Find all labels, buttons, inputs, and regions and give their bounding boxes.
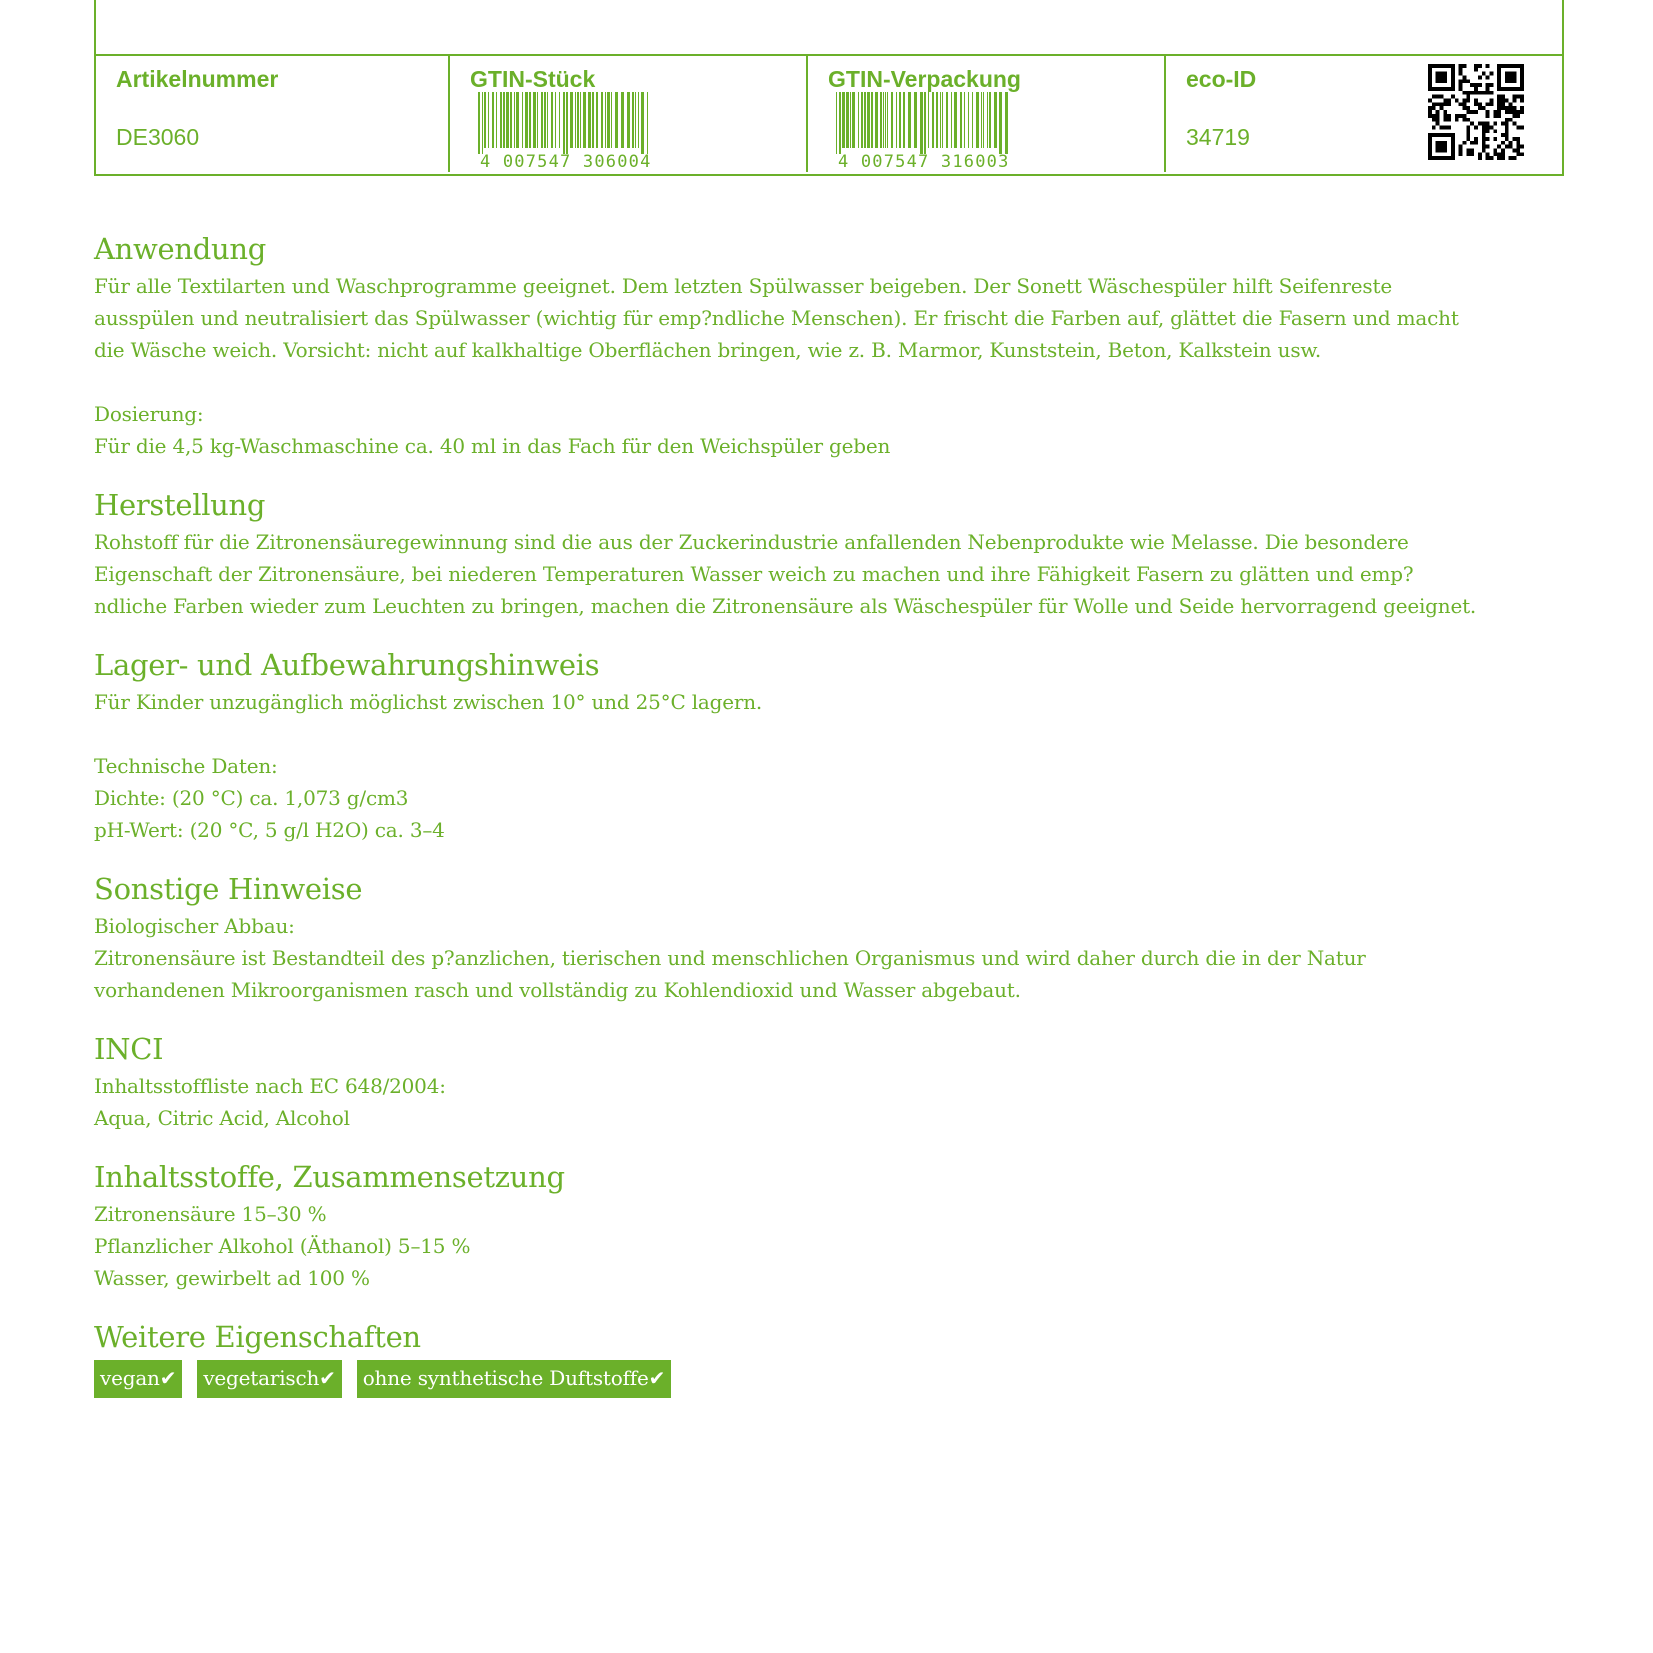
barcode-bar xyxy=(924,92,926,154)
barcode-bar xyxy=(601,92,603,148)
text-line: Rohstoff für die Zitronensäuregewinnung sind die aus der Zuckerindustrie anfallenden Nebenprodukte wie Melasse. Die besondere xyxy=(94,530,1409,554)
barcode-bar xyxy=(541,92,543,148)
barcode-bar xyxy=(577,92,579,148)
ingredient-line: Wasser, gewirbelt ad 100 % xyxy=(94,1266,370,1290)
text-line: die Wäsche weich. Vorsicht: nicht auf kalkhaltige Oberflächen bringen, wie z. B. Marmor, Kunststein, Beton, Kalkstein usw. xyxy=(94,338,1322,362)
barcode-bar xyxy=(839,92,841,154)
barcode-bar xyxy=(1005,92,1008,154)
barcode-bar xyxy=(522,92,523,148)
barcode-bar xyxy=(891,92,893,148)
text-line: Eigenschaft der Zitronensäure, bei niederen Temperaturen Wasser weich zu machen und ihre Fähigkeit Fasern zu glätten und emp? xyxy=(94,562,1414,586)
section-title: Lager- und Aufbewahrungshinweis xyxy=(94,648,600,682)
barcode-bar xyxy=(596,92,598,148)
section-text xyxy=(94,1070,1574,1134)
barcode-bar xyxy=(615,92,618,148)
gtin-piece-digits: 4 007547 306004 xyxy=(480,152,652,172)
barcode-bar xyxy=(641,92,644,154)
barcode-bar xyxy=(842,92,845,148)
section-title: Inhaltsstoffe, Zusammensetzung xyxy=(94,1160,565,1194)
gtin-pack-label: GTIN-Verpackung xyxy=(828,66,1021,92)
section-title: INCI xyxy=(94,1032,164,1066)
barcode-bar xyxy=(932,92,934,148)
barcode-bar xyxy=(954,92,957,148)
section-title: Weitere Eigenschaften xyxy=(94,1320,421,1354)
gtin-piece-label: GTIN-Stück xyxy=(470,66,596,92)
barcode-bar xyxy=(510,92,512,148)
barcode-bar xyxy=(850,92,851,148)
product-info-row xyxy=(96,54,1562,176)
barcode-bar xyxy=(936,92,938,148)
section-text xyxy=(94,910,1574,1006)
technical-data-label: Technische Daten: xyxy=(94,754,278,778)
article-number-cell xyxy=(96,56,448,174)
barcode-bar xyxy=(964,92,965,148)
barcode-bar xyxy=(621,92,624,148)
gtin-pack-cell xyxy=(806,56,1166,172)
barcode-bar xyxy=(529,92,531,148)
barcode-bar xyxy=(951,92,952,148)
barcode-bar xyxy=(627,92,630,148)
badge-vegetarian: vegetarisch✔ xyxy=(197,1360,341,1398)
barcode-bar xyxy=(871,92,873,148)
section-title: Herstellung xyxy=(94,488,266,522)
text-line: Aqua, Citric Acid, Alcohol xyxy=(94,1106,350,1130)
barcode-bar xyxy=(551,92,553,148)
barcode-bar xyxy=(880,92,882,148)
barcode-bar xyxy=(885,92,886,148)
barcode-bar xyxy=(632,92,634,148)
property-badges xyxy=(94,1360,1574,1398)
ingredient-line: Zitronensäure 15–30 % xyxy=(94,1202,327,1226)
barcode-bar xyxy=(566,92,568,154)
section-title: Sonstige Hinweise xyxy=(94,872,363,906)
section-lager xyxy=(94,644,1574,846)
barcode-bar xyxy=(908,92,911,148)
barcode-bar xyxy=(583,92,586,148)
text-line: Für Kinder unzugänglich möglichst zwischen 10° und 25°C lagern. xyxy=(94,690,763,714)
text-line: Biologischer Abbau: xyxy=(94,914,295,938)
barcode-bar xyxy=(514,92,515,148)
dosage-text: Für die 4,5 kg-Waschmaschine ca. 40 ml in das Fach für den Weichspüler geben xyxy=(94,434,891,458)
barcode-bar xyxy=(559,92,560,148)
section-text xyxy=(94,1198,1574,1294)
barcode-bar xyxy=(846,92,849,148)
qr-code-icon xyxy=(1428,64,1524,160)
barcode-bar xyxy=(960,92,962,148)
barcode-bar xyxy=(852,92,855,148)
section-text xyxy=(94,270,1574,366)
section-text xyxy=(94,526,1574,622)
barcode-bar xyxy=(588,92,591,148)
barcode-bar xyxy=(563,92,565,154)
gtin-pack-barcode xyxy=(834,92,1014,154)
barcode-bar xyxy=(903,92,905,148)
text-line: Inhaltsstoffliste nach EC 648/2004: xyxy=(94,1074,446,1098)
barcode-bar xyxy=(537,92,538,148)
barcode-bar xyxy=(647,92,648,154)
barcode-bar xyxy=(544,92,546,148)
badge-vegan: vegan✔ xyxy=(94,1360,182,1398)
barcode-bar xyxy=(858,92,859,148)
barcode-bar xyxy=(547,92,548,148)
barcode-bar xyxy=(983,92,984,148)
gtin-piece-cell xyxy=(448,56,808,172)
barcode-bar xyxy=(611,92,612,148)
barcode-bar xyxy=(488,92,489,148)
text-line: vorhandenen Mikroorganismen rasch und vollständig zu Kohlendioxid und Wasser abgebaut. xyxy=(94,978,1021,1002)
barcode-bar xyxy=(516,92,519,148)
text-line: ausspülen und neutralisiert das Spülwasser (wichtig für emp?ndliche Menschen). Er frischt die Farben auf, glättet die Fasern und macht xyxy=(94,306,1459,330)
barcode-bar xyxy=(864,92,866,148)
technical-data xyxy=(94,750,1574,846)
barcode-bar xyxy=(592,92,594,148)
barcode-bar xyxy=(635,92,636,148)
barcode-bar xyxy=(899,92,901,148)
barcode-bar xyxy=(533,92,536,148)
section-anwendung xyxy=(94,228,1574,462)
barcode-bar xyxy=(976,92,979,148)
product-details xyxy=(94,228,1574,1420)
barcode-bar xyxy=(496,92,497,148)
barcode-bar xyxy=(987,92,988,148)
text-line: ndliche Farben wieder zum Leuchten zu bringen, machen die Zitronensäure als Wäschespüler für Wolle und Seide hervorragend geeignet. xyxy=(94,594,1477,618)
barcode-bar xyxy=(999,92,1002,154)
barcode-bar xyxy=(555,92,556,148)
barcode-bar xyxy=(575,92,576,148)
badge-no-synthetic-fragrance: ohne synthetische Duftstoffe✔ xyxy=(357,1360,671,1398)
barcode-bar xyxy=(482,92,483,154)
barcode-bar xyxy=(896,92,897,148)
barcode-bar xyxy=(914,92,917,148)
barcode-icon xyxy=(834,92,1014,172)
barcode-icon xyxy=(476,92,656,172)
section-weitere xyxy=(94,1316,1574,1398)
section-inci xyxy=(94,1028,1574,1134)
barcode-bar xyxy=(570,92,573,148)
barcode-bar xyxy=(500,92,502,148)
barcode-bar xyxy=(883,92,884,148)
barcode-bar xyxy=(875,92,878,148)
barcode-bar xyxy=(525,92,528,148)
gtin-piece-barcode xyxy=(476,92,656,154)
section-title: Anwendung xyxy=(94,232,267,266)
barcode-bar xyxy=(972,92,973,148)
barcode-bar xyxy=(484,92,486,148)
barcode-bar xyxy=(607,92,610,148)
density-line: Dichte: (20 °C) ca. 1,073 g/cm3 xyxy=(94,786,409,810)
barcode-bar xyxy=(942,92,943,148)
barcode-bar xyxy=(492,92,494,148)
barcode-bar xyxy=(478,92,480,154)
barcode-bar xyxy=(981,92,982,148)
barcode-bar xyxy=(920,92,923,154)
text-line: Für alle Textilarten und Waschprogramme geeignet. Dem letzten Spülwasser beigeben. Der Sonett Wäschespüler hilft Seifenreste xyxy=(94,274,1392,298)
barcode-bar xyxy=(928,92,929,148)
barcode-bar xyxy=(580,92,581,148)
barcode-bar xyxy=(506,92,509,148)
barcode-bar xyxy=(946,92,948,148)
article-number-label: Artikelnummer xyxy=(116,66,279,92)
barcode-bar xyxy=(861,92,863,148)
barcode-bar xyxy=(940,92,941,148)
dosage-block xyxy=(94,398,1574,462)
ingredient-line: Pflanzlicher Alkohol (Äthanol) 5–15 % xyxy=(94,1234,471,1258)
barcode-bar xyxy=(836,92,837,154)
ph-line: pH-Wert: (20 °C, 5 g/l H2O) ca. 3–4 xyxy=(94,818,445,842)
barcode-bar xyxy=(994,92,997,148)
barcode-bar xyxy=(989,92,991,148)
eco-id-label: eco-ID xyxy=(1186,66,1257,92)
section-text xyxy=(94,686,1574,718)
dosage-label: Dosierung: xyxy=(94,402,204,426)
product-info-table xyxy=(94,0,1564,176)
section-inhaltsstoffe xyxy=(94,1156,1574,1294)
article-number-value: DE3060 xyxy=(116,124,200,150)
barcode-bar xyxy=(605,92,606,148)
barcode-bar xyxy=(503,92,505,148)
barcode-bar xyxy=(968,92,969,148)
gtin-pack-digits: 4 007547 316003 xyxy=(838,152,1010,172)
section-sonstige xyxy=(94,868,1574,1006)
barcode-bar xyxy=(638,92,639,148)
barcode-bar xyxy=(887,92,888,148)
eco-id-value: 34719 xyxy=(1186,124,1250,150)
section-herstellung xyxy=(94,484,1574,622)
barcode-bar xyxy=(867,92,870,148)
text-line: Zitronensäure ist Bestandteil des p?anzlichen, tierischen und menschlichen Organismus und wird daher durch die in der Natur xyxy=(94,946,1366,970)
